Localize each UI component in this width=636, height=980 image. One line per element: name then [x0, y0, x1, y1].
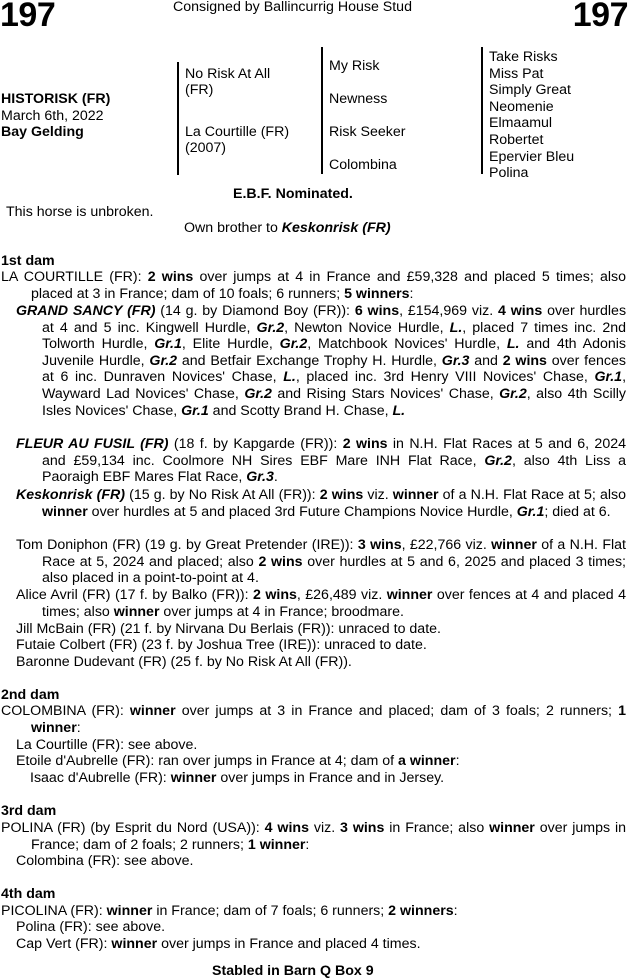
emphasis-text: Gr.2	[484, 452, 512, 469]
text-run: , placed 7 times inc. 2nd Tolworth Hurdle,	[42, 319, 626, 353]
text-run: and Scotty Brand H. Chase,	[208, 402, 393, 419]
text-run: .	[273, 469, 278, 486]
emphasis-text: Gr.1	[154, 336, 182, 353]
horse-identity	[1, 91, 110, 141]
bold-text: winner	[386, 587, 433, 603]
foal-3	[16, 487, 626, 520]
bold-text: winner	[42, 503, 88, 520]
emphasis-text: GRAND SANCY (FR)	[16, 303, 156, 319]
bold-text: a winner	[398, 753, 456, 769]
foal-4	[16, 537, 626, 587]
sire: No Risk At All (FR)	[185, 66, 271, 99]
text-run: Polina (FR): see above.	[16, 919, 166, 935]
pedigree-line-2	[321, 47, 323, 174]
bold-text: 5 winners	[344, 285, 410, 302]
text-run: in France; also	[384, 820, 490, 836]
ggs-5: Elmaamul	[489, 115, 553, 132]
bold-text: 2 wins	[147, 269, 194, 285]
gs-2: Newness	[329, 91, 388, 107]
text-run: over hurdles at 4 and 5 inc. Kingwell Hurdle,	[42, 303, 627, 336]
horse-name: HISTORISK (FR)	[1, 91, 111, 107]
bold-text: winner	[129, 703, 176, 719]
text-run: Baronne Dudevant (FR) (25 f. by No Risk At All (FR)).	[16, 654, 352, 670]
unbroken-note: This horse is unbroken.	[6, 204, 154, 220]
foal-5	[16, 587, 626, 620]
emphasis-text: Gr.1	[594, 369, 623, 386]
text-run: , Wayward Lad Novices' Chase,	[42, 369, 627, 402]
text-run: viz.	[363, 487, 393, 503]
ebf-nominated: E.B.F. Nominated.	[233, 186, 353, 202]
text-run: , also 4th Liss a Paoraigh EBF Mares Flat Race,	[42, 452, 626, 486]
text-run: , placed inc. 3rd Henry VIII Novices' Chase,	[295, 369, 595, 386]
text-run: , also 4th Scilly Isles Novices' Chase,	[42, 385, 626, 419]
bold-text: winner	[489, 820, 535, 836]
ggs-list	[489, 49, 574, 182]
text-run: :	[76, 719, 81, 736]
bold-text: 2 winners	[388, 903, 454, 919]
gs-3: Risk Seeker	[329, 124, 406, 140]
text-run: , £26,489 viz.	[296, 587, 387, 603]
ggs-3: Simply Great	[489, 82, 571, 99]
stabled-note: Stabled in Barn Q Box 9	[212, 963, 374, 979]
bold-text: 4 wins	[497, 303, 543, 319]
fourth-dam-line-1	[16, 919, 165, 936]
text-run: and 4th Adonis Juvenile Hurdle,	[42, 336, 626, 369]
bold-text: winner	[170, 770, 217, 786]
pedigree-line-3	[481, 47, 483, 174]
text-run: Alice Avril (FR) (17 f. by Balko (FR)):	[16, 587, 254, 603]
text-run: ; died at 6.	[544, 503, 611, 520]
consignor: Consigned by Ballincurrig House Stud	[173, 0, 412, 15]
text-run: over hurdles at 5 and placed 3rd Future Champions Novice Hurdle,	[87, 503, 517, 520]
foal-6	[16, 621, 441, 638]
pedigree-line-1	[177, 62, 179, 175]
foal-8	[16, 654, 352, 671]
ggs-2: Miss Pat	[489, 65, 544, 82]
text-run: Jill McBain (FR) (21 f. by Nirvana Du Berlais (FR)): unraced to date.	[16, 621, 441, 637]
third-dam-title: 3rd dam	[1, 803, 57, 819]
text-run: and	[469, 352, 503, 369]
emphasis-text: Gr.2	[256, 319, 285, 336]
bold-text: 1 winner	[31, 703, 626, 736]
dam: La Courtille (FR) (2007)	[185, 124, 290, 157]
bold-text: 1 winner	[247, 836, 306, 853]
gs-4: Colombina	[329, 157, 397, 173]
emphasis-text: Gr.2	[244, 385, 272, 402]
second-dam-line-3	[30, 770, 444, 787]
first-dam-intro	[1, 269, 626, 302]
emphasis-text: Gr.3	[246, 469, 274, 486]
text-run: over jumps in France; dam of 2 foals; 2 runners;	[31, 820, 627, 853]
fourth-dam-intro	[1, 903, 458, 920]
text-run: and Rising Stars Novices' Chase,	[271, 385, 500, 402]
bold-text: winner	[491, 537, 537, 553]
horse-sex: Bay Gelding	[1, 124, 84, 141]
text-run: and Betfair Exchange Trophy H. Hurdle,	[177, 352, 442, 369]
text-run: , Matchbook Novices' Hurdle,	[307, 336, 507, 353]
text-run: Futaie Colbert (FR) (23 f. by Joshua Tree (IRE)): unraced to date.	[16, 637, 427, 653]
foal-2	[16, 436, 626, 486]
text-run: over fences at 6 inc. Dunraven Novices' Chase,	[42, 352, 626, 386]
bold-text: 6 wins	[354, 303, 400, 319]
lot-number-left: 197	[0, 0, 56, 34]
emphasis-text: L.	[283, 369, 296, 386]
text-run: (14 g. by Diamond Boy (FR)):	[155, 303, 355, 319]
second-dam-intro	[1, 703, 626, 736]
text-run: PICOLINA (FR):	[1, 903, 107, 919]
text-run: :	[409, 285, 414, 302]
text-run: over hurdles at 5 and 6, 2025 and placed 3 times; also placed in a point-to-point at 4.	[42, 553, 626, 587]
text-run: viz.	[308, 820, 341, 836]
text-run: Cap Vert (FR):	[16, 936, 112, 952]
text-run: (15 g. by No Risk At All (FR)):	[124, 487, 320, 503]
emphasis-text: L.	[506, 336, 520, 353]
bold-text: 3 wins	[357, 537, 402, 553]
text-run: over fences at 4 and placed 4 times; also	[42, 587, 626, 620]
text-run: , £22,766 viz.	[401, 537, 492, 553]
gs-1: My Risk	[329, 58, 380, 74]
text-run: :	[305, 836, 310, 853]
foal-7	[16, 637, 427, 654]
first-dam-title: 1st dam	[1, 253, 55, 269]
bold-text: winner	[111, 936, 158, 952]
emphasis-text: L.	[449, 319, 463, 336]
text-run: in France; dam of 7 foals; 6 runners;	[152, 903, 389, 919]
horse-dob: March 6th, 2022	[1, 107, 104, 124]
emphasis-text: L.	[392, 402, 406, 419]
text-run: (18 f. by Kapgarde (FR)):	[168, 436, 343, 452]
emphasis-text: FLEUR AU FUSIL (FR)	[16, 436, 169, 452]
emphasis-text: Gr.3	[441, 352, 470, 369]
text-run: in N.H. Flat Races at 5 and 6, 2024 and £59,134 inc. Coolmore NH Sires EBF Mare INH Flat Race,	[42, 436, 626, 469]
emphasis-text: Gr.1	[516, 503, 545, 520]
bold-text: 3 wins	[340, 820, 385, 836]
second-dam-title: 2nd dam	[1, 687, 60, 703]
own-brother-note: Own brother to Keskonrisk (FR)	[184, 220, 391, 236]
bold-text: 2 wins	[258, 553, 303, 570]
fourth-dam-line-2	[16, 936, 421, 953]
text-run: over jumps in France and in Jersey.	[216, 770, 445, 786]
fourth-dam-title: 4th dam	[1, 886, 56, 902]
foal-1	[16, 303, 626, 419]
text-run: of a N.H. Flat Race at 5; also	[438, 487, 627, 503]
text-run: POLINA (FR) (by Esprit du Nord (USA)):	[1, 820, 265, 836]
text-run: :	[453, 903, 458, 919]
text-run: over jumps at 3 in France and placed; dam of 3 foals; 2 runners;	[175, 703, 619, 719]
third-dam-line-1	[16, 853, 193, 870]
emphasis-text: Gr.2	[149, 352, 178, 369]
bold-text: 4 wins	[264, 820, 309, 836]
text-run: over jumps in France and placed 4 times.	[157, 936, 421, 952]
text-run: Etoile d'Aubrelle (FR): ran over jumps in France at 4; dam of	[16, 753, 398, 769]
lot-number-right: 197	[572, 0, 628, 34]
ggs-7: Epervier Bleu	[489, 148, 575, 165]
bold-text: 2 wins	[502, 352, 547, 369]
bold-text: 2 wins	[342, 436, 388, 452]
text-run: over jumps at 4 in France; broodmare.	[159, 603, 404, 620]
bold-text: winner	[113, 603, 160, 620]
bold-text: 2 wins	[253, 587, 297, 603]
second-dam-line-1	[16, 737, 197, 754]
emphasis-text: Keskonrisk (FR)	[16, 487, 125, 503]
text-run: COLOMBINA (FR):	[1, 703, 130, 719]
text-run: Isaac d'Aubrelle (FR):	[30, 770, 171, 786]
text-run: of a N.H. Flat Race at 5, 2024 and placed; also	[42, 537, 626, 570]
text-run: over jumps at 4 in France and £59,328 and placed 5 times; also placed at 3 in France; dam of 10 foals; 6 runners;	[31, 269, 626, 302]
second-dam-line-2	[16, 753, 460, 770]
text-run: Colombina (FR): see above.	[16, 853, 194, 869]
bold-text: winner	[392, 487, 439, 503]
text-run: :	[455, 753, 460, 769]
bold-text: winner	[106, 903, 153, 919]
text-run: , Elite Hurdle,	[181, 336, 280, 353]
emphasis-text: Gr.1	[181, 402, 209, 419]
bold-text: 2 wins	[319, 487, 364, 503]
text-run: Tom Doniphon (FR) (19 g. by Great Pretender (IRE)):	[16, 537, 358, 553]
ggs-8: Polina	[489, 165, 529, 182]
ggs-4: Neomenie	[489, 98, 554, 115]
emphasis-text: Gr.2	[279, 336, 308, 353]
text-run: , Newton Novice Hurdle,	[284, 319, 450, 336]
ggs-1: Take Risks	[489, 49, 558, 65]
text-run: La Courtille (FR): see above.	[16, 737, 198, 753]
text-run: LA COURTILLE (FR):	[1, 269, 148, 285]
text-run: , £154,969 viz.	[399, 303, 498, 319]
emphasis-text: Gr.2	[499, 385, 527, 402]
ggs-6: Robertet	[489, 131, 544, 148]
third-dam-intro	[1, 820, 626, 853]
own-brother-name: Keskonrisk (FR)	[281, 220, 391, 236]
